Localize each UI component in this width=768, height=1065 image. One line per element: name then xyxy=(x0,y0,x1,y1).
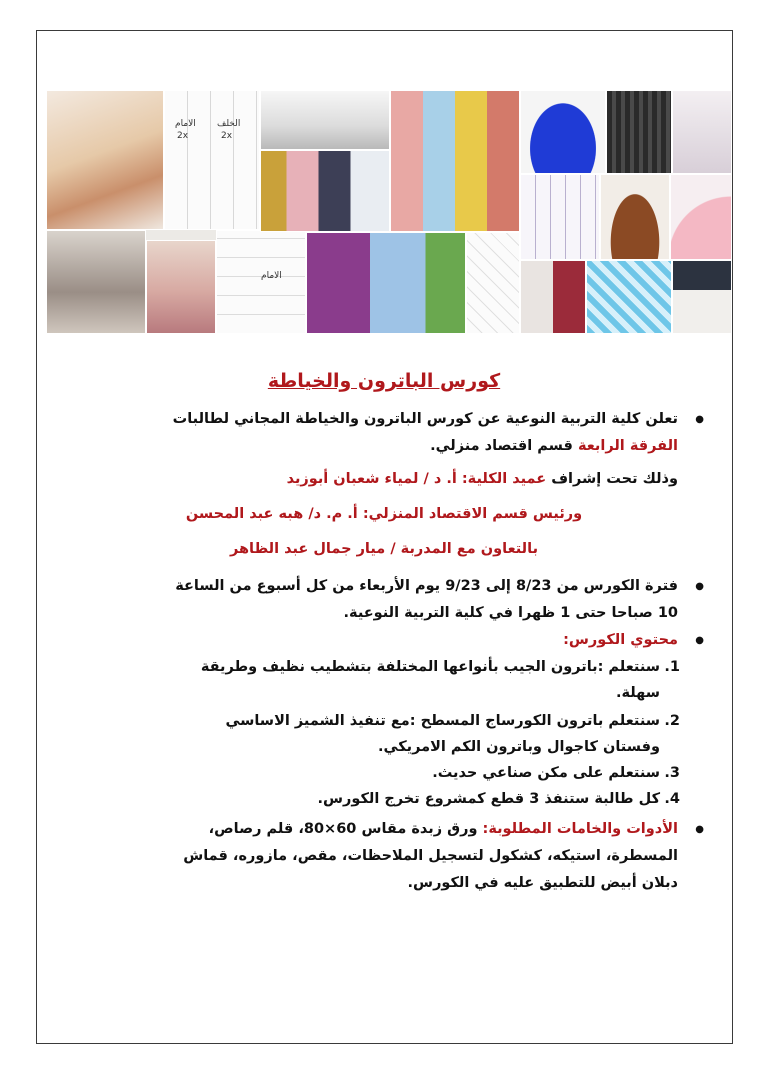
list-item: 2. سنتعلم باترون الكورساج المسطح :مع تنفيذ الشميز الاساسي وفستان كاجوال وباترون الكم الامريكي. xyxy=(225,713,680,755)
pattern-sketch-1 xyxy=(164,90,260,230)
supervision-prefix: وذلك تحت إشراف xyxy=(546,471,678,487)
photo-models-skirts xyxy=(520,260,586,334)
pattern-sketch-2 xyxy=(216,230,306,334)
department-head-line: ورئيس قسم الاقتصاد المنزلي: أ. م. د/ هبه عبد المحسن xyxy=(185,506,583,522)
list-item: 4. كل طالبة ستنفذ 3 قطع كمشروع تخرج الكورس. xyxy=(317,791,680,807)
list-item: 1. سنتعلم :باترون الجيب بأنواعها المختلفة بتشطيب نظيف وطريقة سهلة. xyxy=(200,659,680,701)
photo-white-skirt xyxy=(672,260,732,334)
supervision-dean: عميد الكلية: أ. د / لمياء شعبان أبوزيد xyxy=(286,471,547,487)
photo-pleated-skirt xyxy=(606,90,672,174)
photo-skirts xyxy=(390,90,520,232)
period-line-2: 10 صباحا حتى 1 ظهرا في كلية التربية النوعية. xyxy=(343,605,678,621)
period-paragraph xyxy=(60,573,708,627)
photo-sewing-machine xyxy=(46,230,146,334)
photo-blue-skirt xyxy=(520,90,606,174)
supervision-line xyxy=(60,466,708,493)
photo-industrial-machine xyxy=(260,90,390,150)
content-list xyxy=(60,654,708,812)
intro-text: تعلن كلية التربية النوعية عن كورس الباترون والخياطة المجاني لطالبات xyxy=(172,411,678,427)
pattern-caption: 2x xyxy=(221,131,233,141)
intro-year: الفرقة الرابعة xyxy=(577,438,678,454)
photo-sewing-woman xyxy=(46,90,164,230)
page-title: كورس الباترون والخياطة xyxy=(267,370,501,392)
list-item: 3. سنتعلم على مكن صناعي حديث. xyxy=(432,765,680,781)
photo-dresses xyxy=(260,150,390,232)
pattern-caption: الامام xyxy=(261,271,282,281)
header-collage-image xyxy=(46,90,732,334)
photo-pattern-fabric xyxy=(586,260,672,334)
content-heading: ● محتوي الكورس: xyxy=(60,627,708,654)
intro-department: قسم اقتصاد منزلي. xyxy=(430,438,578,454)
announcement-content xyxy=(60,360,708,897)
period-line-1: فترة الكورس من 8/23 إلى 9/23 يوم الأربعاء من كل أسبوع من الساعة xyxy=(175,578,678,594)
pattern-sketch-5 xyxy=(520,174,600,260)
cooperation-line: بالتعاون مع المدربة / ميار جمال عبد الظاهر xyxy=(229,541,539,557)
pattern-circle-skirt xyxy=(670,174,732,260)
tools-paragraph xyxy=(60,816,708,897)
intro-paragraph xyxy=(60,406,708,460)
tools-line-1: ورق زبدة مقاس 60×80، قلم رصاص، xyxy=(208,821,483,837)
pattern-sketch-4 xyxy=(672,90,732,174)
pattern-caption: 2x xyxy=(177,131,189,141)
photo-brown-skirt xyxy=(600,174,670,260)
pattern-caption: الخلف xyxy=(217,119,241,129)
tools-line-2: المسطرة، استيكه، كشكول لتسجيل الملاحظات، مقص، مازوره، قماش xyxy=(183,848,678,864)
photo-tunics xyxy=(306,232,466,334)
pattern-caption: الامام xyxy=(175,119,196,129)
tools-line-3: دبلان أبيض للتطبيق عليه في الكورس. xyxy=(407,875,678,891)
tools-heading: الأدوات والخامات المطلوبة: xyxy=(482,821,678,837)
photo-seamstress xyxy=(146,240,216,334)
pattern-sketch-3 xyxy=(466,232,520,334)
